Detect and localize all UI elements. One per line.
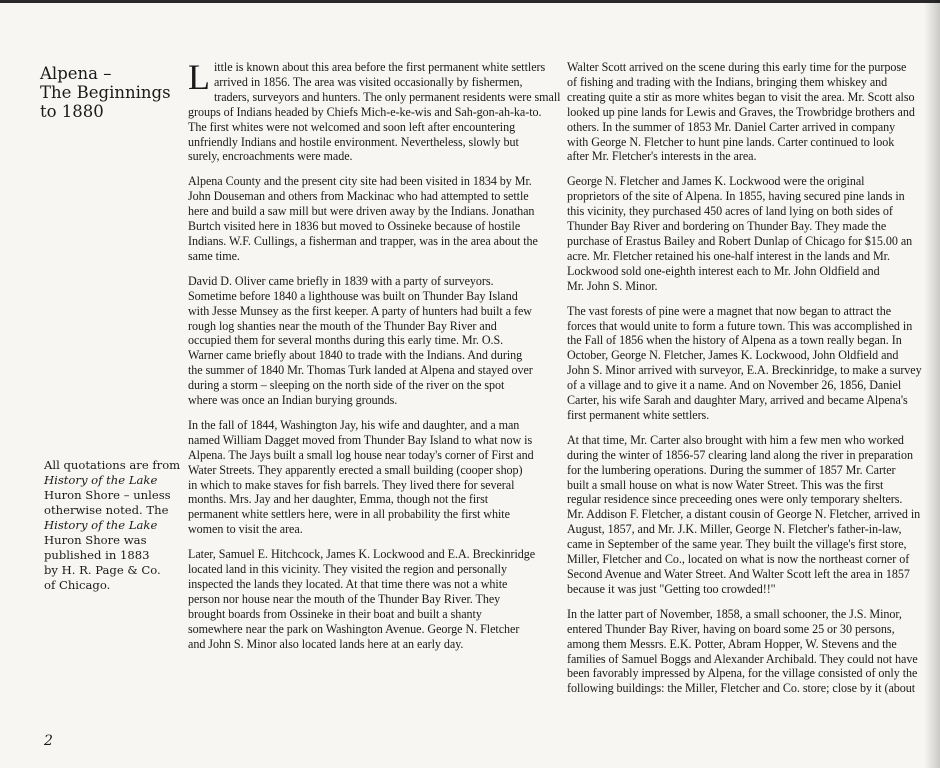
text-line: located land in this vicinity. They visited the region and personally	[188, 562, 507, 577]
text-line: the summer of 1840 Mr. Thomas Turk landed at Alpena and stayed over	[188, 363, 533, 378]
text-line: following buildings: the Miller, Fletcher and Co. store; close by it (about	[567, 681, 916, 696]
paragraph	[188, 174, 554, 263]
text-line: where was once an Indian burying grounds.	[188, 393, 398, 408]
source-sidenote	[44, 458, 181, 593]
text-line: in which to make staves for fish barrels. They lived there for several	[188, 477, 515, 492]
text-line: Mr. Addison F. Fletcher, a distant cousin of George N. Fletcher, arrived in	[567, 507, 921, 522]
text-line: permanent white settlers here, were in all probability the first white	[188, 507, 510, 522]
text-line: families of Samuel Boggs and Alexander Archibald. They could not have	[567, 651, 918, 666]
text-line: because it was just "Getting too crowded!!"	[567, 581, 776, 596]
text-line: came in September of the same year. They built the village's first store,	[567, 537, 907, 552]
text-line: unfriendly Indians and hostile environment. Nevertheless, slowly but	[188, 134, 519, 149]
paragraph	[567, 607, 939, 696]
text-line: John S. Minor arrived with surveyor, E.A. Breckinridge, to make a survey	[567, 363, 922, 378]
text-line: Alpena County and the present city site had been visited in 1834 by Mr.	[188, 174, 532, 189]
text-line: purchase of Erastus Bailey and Robert Dunlap of Chicago for $15.00 an	[567, 233, 913, 248]
drop-cap: L	[188, 57, 210, 97]
paragraph	[567, 60, 939, 164]
text-line: of a village and to give it a name. And on November 26, 1856, Daniel	[567, 378, 902, 393]
text-line: forces that would unite to form a future town. This was accomplished in	[567, 318, 913, 333]
text-line: after Mr. Fletcher's interests in the area.	[567, 149, 757, 164]
sidenote-line: by H. R. Page & Co.	[44, 563, 161, 577]
text-line: At that time, Mr. Carter also brought with him a few men who worked	[567, 432, 904, 447]
text-line: acre. Mr. Fletcher retained his one-half interest in the lands and Mr.	[567, 248, 890, 263]
chapter-title-line: The Beginnings	[40, 83, 171, 102]
paragraph	[188, 547, 554, 651]
text-line: the Fall of 1856 when the history of Alpena as a town really began. In	[567, 333, 902, 348]
text-column-right	[567, 60, 939, 706]
text-line: ittle is known about this area before the first permanent white settlers	[213, 60, 546, 74]
paragraph	[567, 174, 939, 293]
sidenote-line: All quotations are from	[44, 458, 181, 472]
text-line: with Jesse Munsey as the first keeper. A party of hunters had built a few	[188, 303, 532, 318]
text-line: Later, Samuel E. Hitchcock, James K. Lockwood and E.A. Breckinridge	[188, 547, 536, 562]
chapter-title-line: Alpena –	[40, 64, 112, 83]
text-line: occupied them for several months during this early time. Mr. O.S.	[188, 333, 504, 348]
text-line: surely, encroachments were made.	[188, 149, 353, 164]
text-line: In the fall of 1844, Washington Jay, his wife and daughter, and a man	[188, 417, 520, 432]
text-line: here and build a saw mill but were driven away by the Indians. Jonathan	[188, 204, 535, 219]
text-line: first permanent white settlers.	[567, 407, 710, 422]
sidenote-line: otherwise noted. The	[44, 503, 169, 517]
text-line: months. Mrs. Jay and her daughter, Emma, though not the first	[188, 492, 489, 507]
text-line: August, 1857, and Mr. J.K. Miller, George N. Fletcher's father-in-law,	[567, 522, 902, 537]
text-line: during the winter of 1856-57 clearing land along the river in preparation	[567, 447, 913, 462]
text-line: groups of Indians headed by Chiefs Mich-e-ke-wis and Sah-gon-ah-ka-to.	[188, 104, 542, 119]
text-line: Burtch visited here in 1836 but moved to Ossineke because of hostile	[188, 219, 521, 234]
text-line: Thunder Bay River and bordering on Thunder Bay. They made the	[567, 219, 887, 234]
page-number: 2	[44, 733, 53, 749]
sidenote-line: History of the Lake	[44, 473, 158, 487]
sidenote-line: Huron Shore – unless	[44, 488, 171, 502]
paragraph	[188, 57, 561, 164]
text-line: with George N. Fletcher to hunt pine lands. Carter continued to look	[567, 134, 895, 149]
text-line: Warner came briefly about 1840 to trade with the Indians. And during	[188, 348, 523, 363]
text-line: Alpena. The Jays built a small log house near today's corner of First and	[188, 447, 534, 462]
text-line: somewhere near the park on Washington Avenue. George N. Fletcher	[188, 621, 520, 636]
text-line: David D. Oliver came briefly in 1839 with a party of surveyors.	[188, 273, 494, 288]
text-line: women to visit the area.	[188, 522, 303, 537]
text-column-left	[188, 57, 561, 662]
text-line: October, George N. Fletcher, James K. Lockwood, John Oldfield and	[567, 348, 899, 363]
text-line: In the latter part of November, 1858, a small schooner, the J.S. Minor,	[567, 606, 902, 621]
text-line: brought boards from Ossineke in their boat and built a shanty	[188, 606, 482, 621]
text-line: this vicinity, they purchased 450 acres of land lying on both sides of	[567, 204, 893, 219]
paragraph	[567, 433, 939, 597]
text-line: been favorably impressed by Alpena, for the village consisted of only the	[567, 666, 918, 681]
text-line: same time.	[188, 248, 240, 263]
chapter-title-line: to 1880	[40, 102, 104, 121]
paragraph	[567, 304, 939, 423]
sidenote-line: Huron Shore was	[44, 533, 147, 547]
text-line: named William Dagget moved from Thunder Bay Island to what now is	[188, 432, 533, 447]
text-line: proprietors of the site of Alpena. In 1855, having secured pine lands in	[567, 189, 905, 204]
text-line: among them Messrs. E.K. Potter, Abram Hopper, W. Stevens and the	[567, 636, 897, 651]
text-line: of fishing and trading with the Indians, bringing them whiskey and	[567, 74, 888, 89]
paragraph	[188, 418, 554, 537]
text-line: Indians. W.F. Cullings, a fisherman and trapper, was in the area about the	[188, 233, 538, 248]
text-line: Mr. John S. Minor.	[567, 278, 658, 293]
text-line: Walter Scott arrived on the scene during this early time for the purpose	[567, 60, 907, 74]
text-line: creating quite a stir as more whites began to visit the area. Mr. Scott also	[567, 89, 915, 104]
text-line: person nor house near the mouth of the Thunder Bay River. They	[188, 591, 501, 606]
sidenote-line: of Chicago.	[44, 578, 111, 592]
text-line: built a small house on what is now Water Street. This was the first	[567, 477, 884, 492]
paragraph	[188, 274, 554, 408]
text-line: others. In the summer of 1853 Mr. Daniel Carter arrived in company	[567, 119, 896, 134]
text-line: inspected the lands they located. At that time there was not a white	[188, 577, 508, 591]
text-line: The first whites were not welcomed and soon left after encountering	[188, 119, 516, 134]
text-line: Lockwood sold one-eighth interest each to Mr. John Oldfield and	[567, 263, 880, 278]
text-line: Water Streets. They apparently erected a small building (cooper shop)	[188, 462, 523, 477]
text-line: Sometime before 1840 a lighthouse was built on Thunder Bay Island	[188, 288, 518, 303]
text-line: arrived in 1856. The area was visited occasionally by fishermen,	[213, 74, 523, 89]
text-line: Miller, Fletcher and Co., located on what is now the northeast corner of	[567, 552, 910, 567]
text-line: Carter, his wife Sarah and daughter Mary, arrived and became Alpena's	[567, 393, 908, 408]
text-line: and John S. Minor also located lands here at an early day.	[188, 636, 464, 651]
chapter-title	[40, 64, 170, 121]
text-line: George N. Fletcher and James K. Lockwood were the original	[567, 174, 865, 189]
page-top-edge	[0, 0, 940, 3]
sidenote-line: History of the Lake	[44, 518, 158, 532]
text-line: looked up pine lands for Lewis and Graves, the Trowbridge brothers and	[567, 104, 915, 119]
text-line: regular residence since preceeding ones were only temporary shelters.	[567, 492, 903, 507]
text-line: The vast forests of pine were a magnet that now began to attract the	[567, 303, 892, 318]
text-line: for the lumbering operations. During the summer of 1857 Mr. Carter	[567, 462, 896, 477]
text-line: during a storm – sleeping on the north side of the river on the spot	[188, 378, 505, 393]
sidenote-line: published in 1883	[44, 548, 150, 562]
text-line: Second Avenue and Water Street. And Walter Scott left the area in 1857	[567, 567, 910, 581]
text-line: traders, surveyors and hunters. The only permanent residents were small	[213, 89, 561, 104]
text-line: entered Thunder Bay River, having on board some 25 or 30 persons,	[567, 621, 895, 636]
text-line: rough log shanties near the mouth of the Thunder Bay River and	[188, 318, 497, 333]
text-line: John Douseman and others from Mackinac who had attempted to settle	[188, 189, 529, 204]
